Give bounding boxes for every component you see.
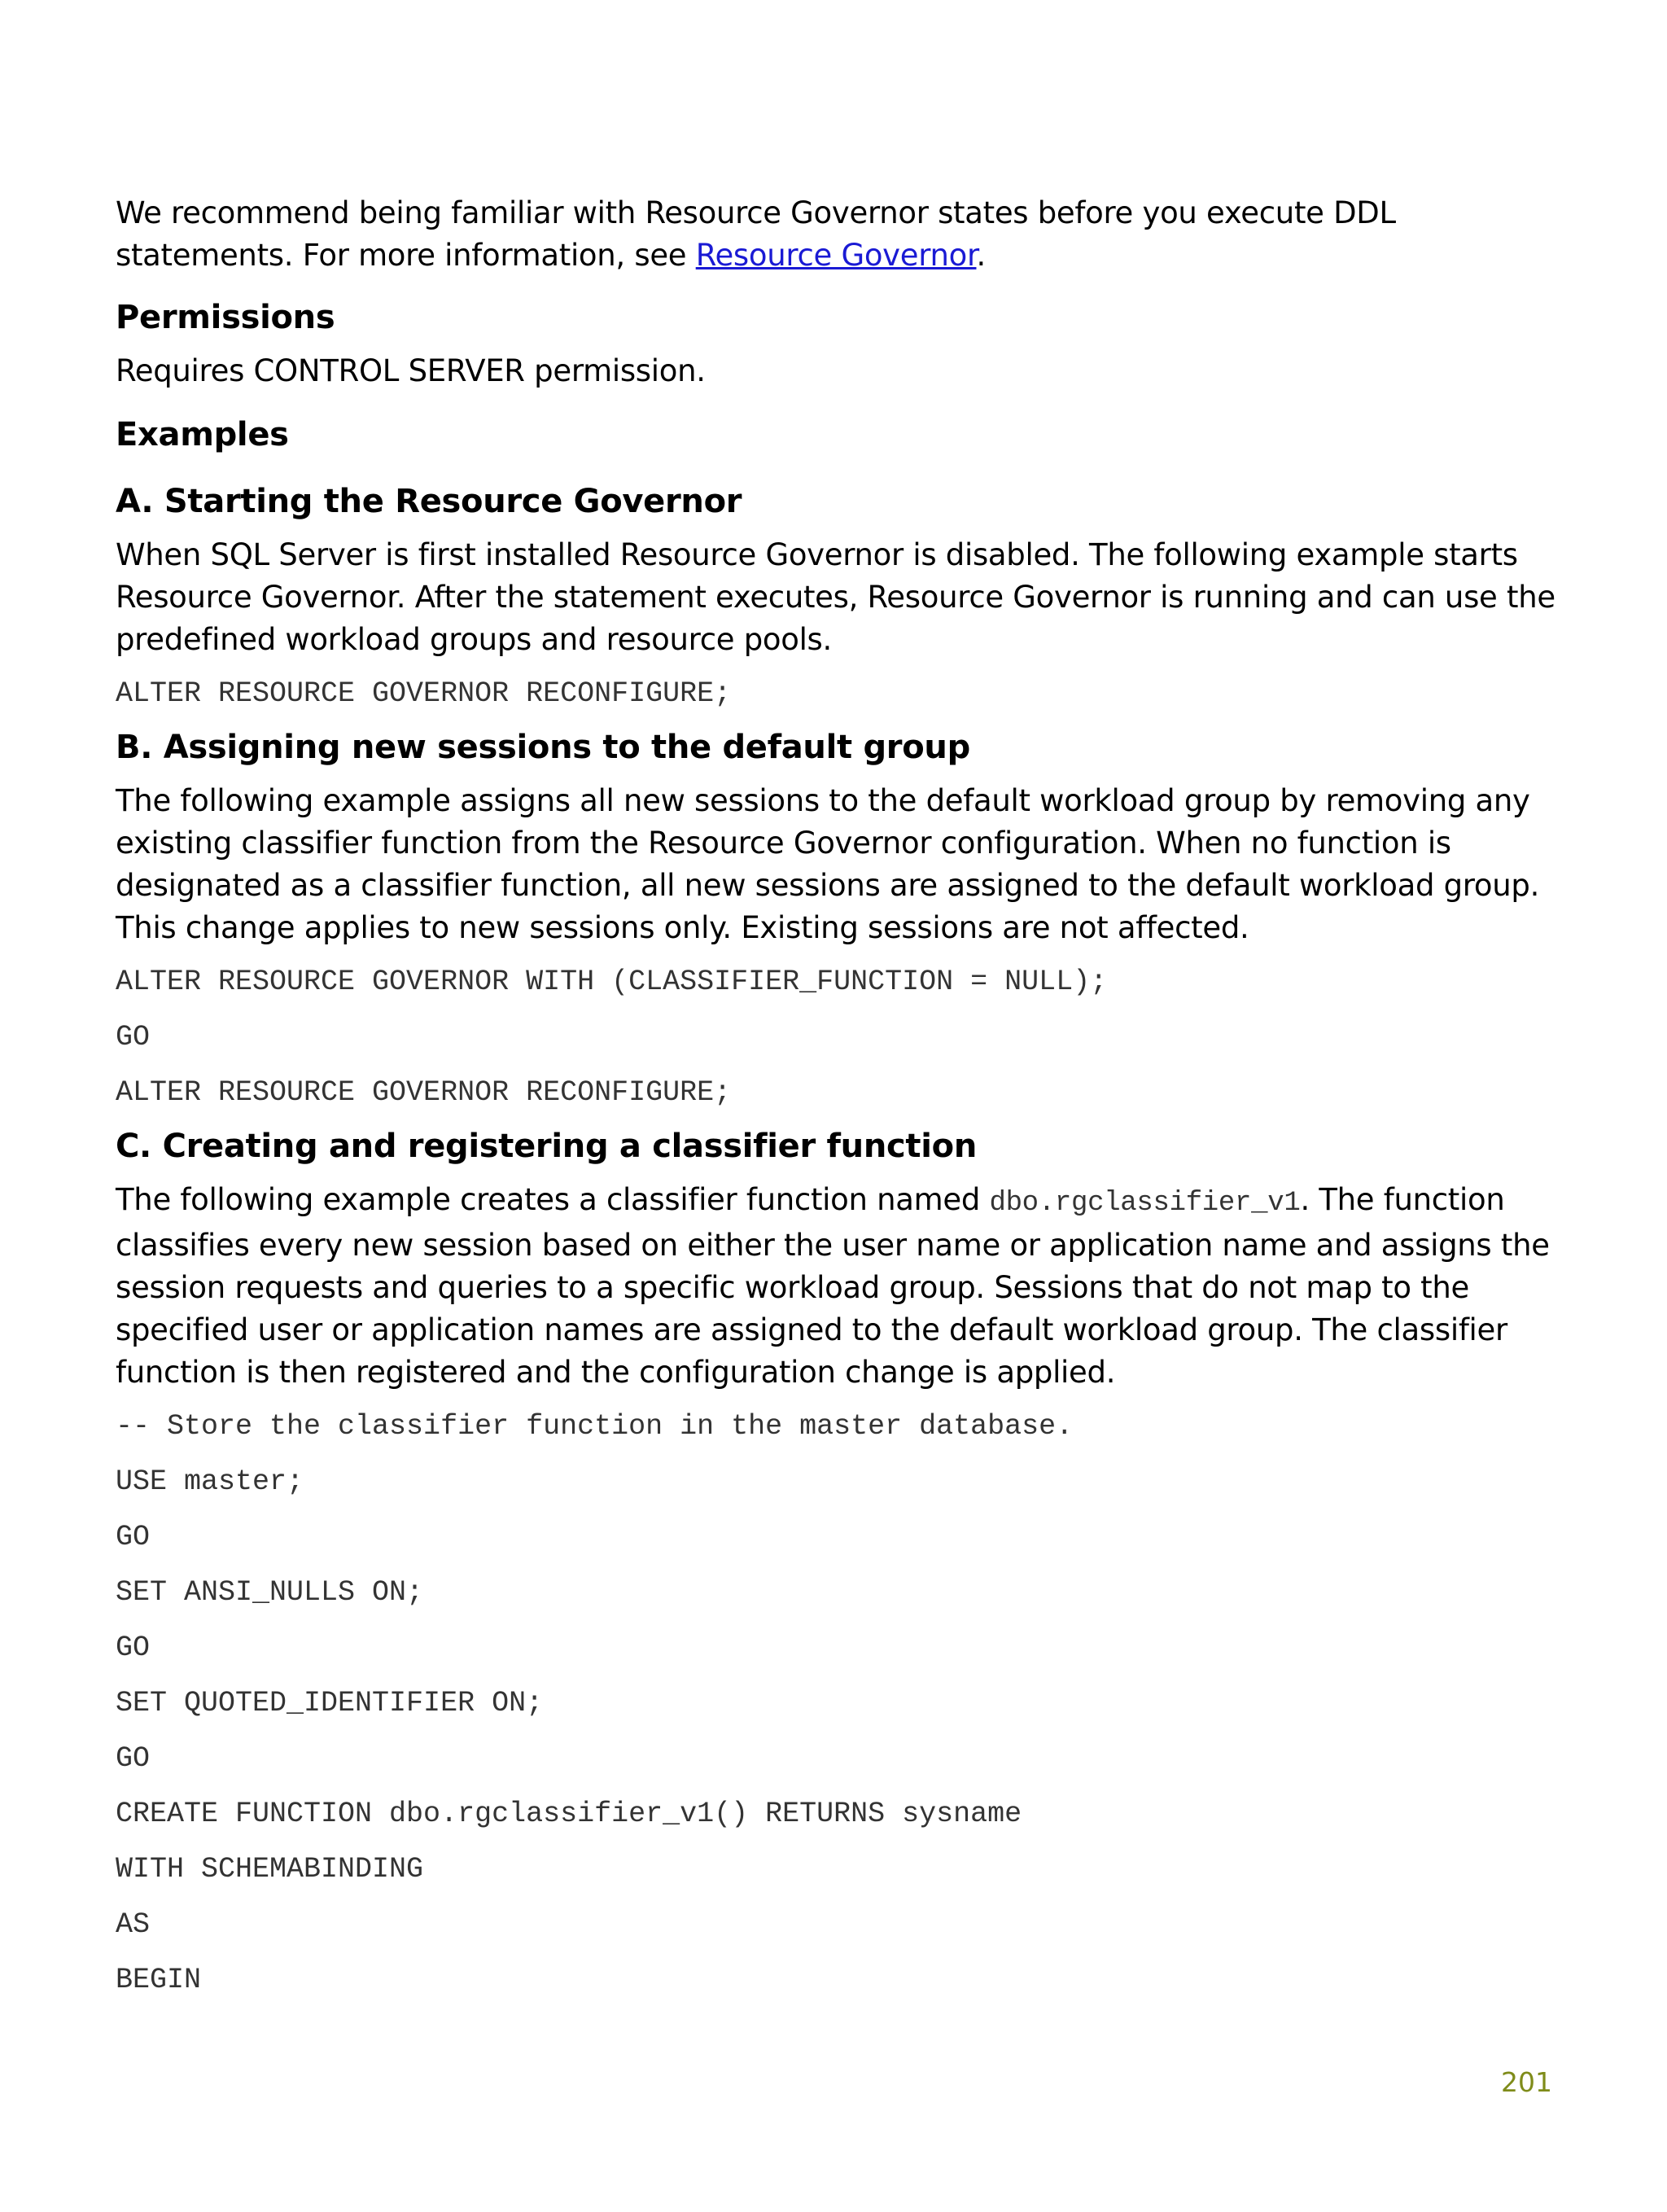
example-c-line-1-end: . The function — [1300, 1182, 1505, 1217]
example-b-heading: B. Assigning new sessions to the default group — [116, 729, 970, 766]
example-b-paragraph — [116, 780, 1556, 949]
example-a-line: Resource Governor. After the statement executes, Resource Governor is running and can use the — [116, 580, 1555, 615]
code-line: ALTER RESOURCE GOVERNOR RECONFIGURE; — [116, 677, 732, 710]
resource-governor-link[interactable]: Resource Governor — [695, 238, 977, 273]
document-page — [116, 192, 1556, 1998]
code-line: GO — [116, 1632, 151, 1664]
code-line: CREATE FUNCTION dbo.rgclassifier_v1() RETURNS sysname — [116, 1798, 1022, 1830]
code-line: WITH SCHEMABINDING — [116, 1853, 424, 1886]
inline-code-function-name: dbo.rgclassifier_v1 — [989, 1188, 1301, 1219]
example-c-line: session requests and queries to a specific workload group. Sessions that do not map to the — [116, 1270, 1469, 1305]
example-c-line: classifies every new session based on either the user name or application name and assigns the — [116, 1228, 1550, 1263]
page-number: 201 — [1501, 2066, 1552, 2098]
permissions-text: Requires CONTROL SERVER permission. — [116, 353, 706, 388]
intro-line-1: We recommend being familiar with Resource Governor states before you execute DDL — [116, 195, 1396, 230]
code-line: ALTER RESOURCE GOVERNOR RECONFIGURE; — [116, 1076, 732, 1109]
examples-heading: Examples — [116, 416, 289, 453]
example-b-line: This change applies to new sessions only. Existing sessions are not affected. — [116, 910, 1249, 945]
example-b-line: The following example assigns all new sessions to the default workload group by removing any — [116, 783, 1530, 818]
code-line: BEGIN — [116, 1964, 202, 1996]
example-c-line: function is then registered and the configuration change is applied. — [116, 1355, 1116, 1390]
example-c-line-1 — [116, 1179, 1556, 1224]
example-b-code-block — [116, 964, 1556, 1110]
example-c-code-block — [116, 1408, 1556, 1998]
code-line: -- Store the classifier function in the master database. — [116, 1410, 1074, 1443]
code-line: SET QUOTED_IDENTIFIER ON; — [116, 1687, 544, 1719]
example-c-heading: C. Creating and registering a classifier function — [116, 1128, 978, 1165]
code-line: SET ANSI_NULLS ON; — [116, 1576, 424, 1609]
example-b-line: existing classifier function from the Resource Governor configuration. When no function is — [116, 826, 1451, 861]
example-a-line: When SQL Server is first installed Resource Governor is disabled. The following example starts — [116, 537, 1518, 572]
code-line: AS — [116, 1908, 151, 1941]
permissions-heading: Permissions — [116, 299, 335, 336]
code-line: GO — [116, 1742, 151, 1775]
intro-line-2 — [116, 234, 1556, 277]
intro-line-2-end: . — [976, 238, 986, 273]
code-line: ALTER RESOURCE GOVERNOR WITH (CLASSIFIER_FUNCTION = NULL); — [116, 966, 1108, 998]
code-line: GO — [116, 1021, 151, 1053]
example-b-line: designated as a classifier function, all new sessions are assigned to the default workload group. — [116, 868, 1540, 903]
code-line: USE master; — [116, 1465, 304, 1498]
code-line: GO — [116, 1521, 151, 1553]
example-c-paragraph — [116, 1179, 1556, 1394]
example-a-heading: A. Starting the Resource Governor — [116, 483, 742, 520]
example-a-line: predefined workload groups and resource pools. — [116, 622, 832, 657]
example-a-paragraph — [116, 534, 1556, 661]
example-c-line-1-text: The following example creates a classifier function named — [116, 1182, 990, 1217]
intro-paragraph — [116, 192, 1556, 277]
intro-line-2-text: statements. For more information, see — [116, 238, 696, 273]
example-a-code-block — [116, 676, 1556, 712]
example-c-line: specified user or application names are assigned to the default workload group. The classifier — [116, 1312, 1507, 1347]
